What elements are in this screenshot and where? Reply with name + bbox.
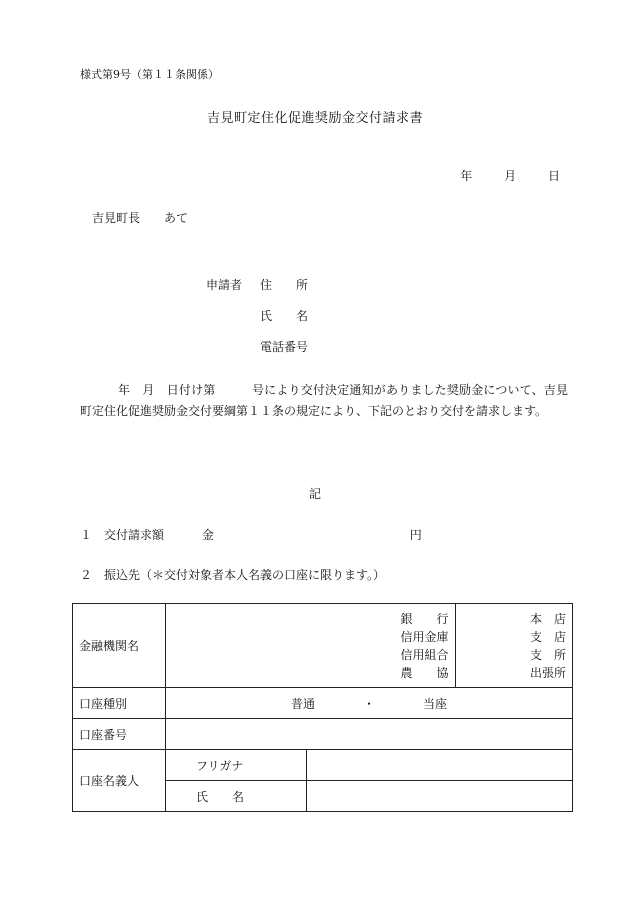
amount-unit: 円 (409, 528, 422, 542)
date-month: 月 (504, 169, 517, 183)
branch-type-cell[interactable] (455, 604, 572, 688)
institution-type-ja: 農 協 (400, 665, 449, 680)
furigana-field[interactable] (307, 750, 573, 781)
branch-type-agency: 出張所 (529, 665, 566, 680)
account-type-label: 口座種別 (79, 696, 128, 711)
form-number: 様式第9号（第１１条関係） (80, 68, 219, 81)
amount-label: １ 交付請求額 (80, 528, 165, 542)
holder-label: 口座名義人 (79, 774, 140, 788)
furigana-label: フリガナ (196, 758, 244, 773)
institution-label-cell (73, 604, 166, 688)
bank-account-table (72, 603, 573, 812)
item-request-amount (80, 526, 422, 543)
account-type-options: 普通 ・ 当座 (290, 696, 447, 711)
institution-type-cell[interactable] (166, 604, 456, 688)
date-line (460, 167, 560, 184)
date-day: 日 (547, 169, 560, 183)
holder-name-label-cell (166, 781, 307, 812)
institution-type-shinkin: 信用金庫 (400, 629, 449, 644)
institution-type-bank: 銀 行 (400, 611, 449, 626)
institution-type-credit-union: 信用組合 (400, 647, 449, 662)
holder-label-cell (73, 750, 166, 812)
branch-type-sub-branch: 支 所 (529, 647, 566, 662)
account-type-options-cell[interactable] (166, 688, 573, 719)
branch-type-head-office: 本 店 (529, 611, 566, 626)
account-number-label-cell (73, 719, 166, 750)
holder-name-label: 氏 名 (196, 789, 245, 804)
ki-heading: 記 (308, 487, 321, 501)
furigana-label-cell (166, 750, 307, 781)
holder-name-field[interactable] (307, 781, 573, 812)
addressee: 吉見町長 あて (92, 211, 189, 225)
account-number-label: 口座番号 (79, 727, 128, 742)
institution-label: 金融機関名 (79, 639, 140, 653)
applicant-name-label: 氏 名 (260, 309, 309, 323)
applicant-phone-label: 電話番号 (260, 340, 309, 354)
request-body-text: 年 月 日付け第 号により交付決定通知がありました奨励金について、吉見町定住化促進奨励金交付要綱第１１条の規定により、下記のとおり交付を請求します。 (80, 383, 568, 418)
account-type-label-cell (73, 688, 166, 719)
applicant-label: 申請者 (206, 278, 243, 292)
document-title: 吉見町定住化促進奨励金交付請求書 (206, 111, 423, 126)
date-year: 年 (460, 169, 473, 183)
amount-currency: 金 (201, 528, 214, 542)
item-transfer-destination: ２ 振込先（＊交付対象者本人名義の口座に限ります。） (80, 568, 386, 582)
account-number-field[interactable] (166, 719, 573, 750)
applicant-address-label: 住 所 (260, 278, 309, 292)
branch-type-branch: 支 店 (529, 629, 566, 644)
